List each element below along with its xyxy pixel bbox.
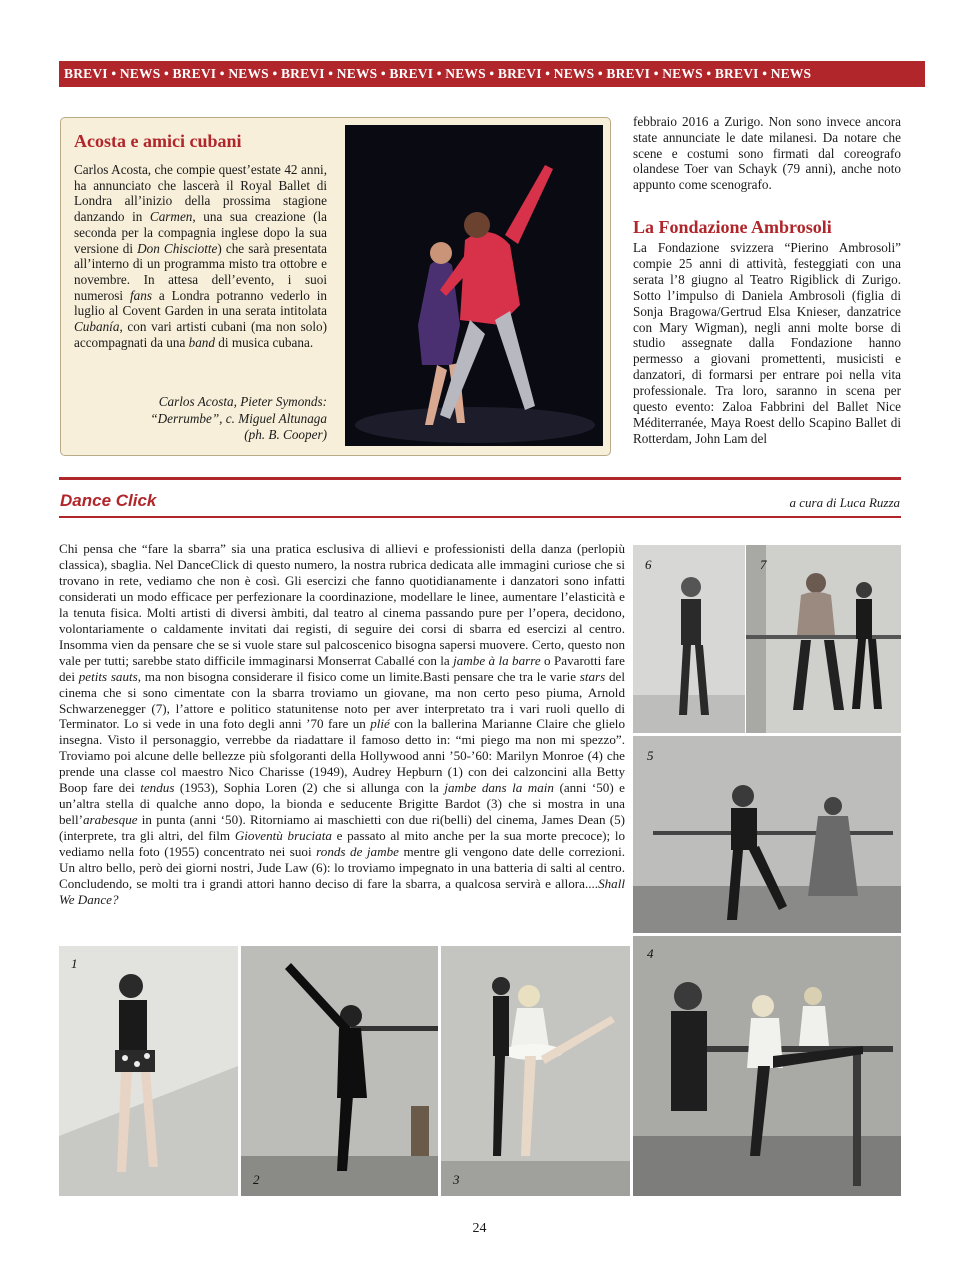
ambrosoli-title: La Fondazione Ambrosoli <box>633 217 832 237</box>
section-rule-top <box>59 477 901 480</box>
photo-jude-law <box>633 545 745 733</box>
acosta-body <box>74 162 327 350</box>
danceclick-body-text: Chi pensa che “fare la sbarra” sia una pratica esclusiva di allievi e professionisti della danza (perlopiù classica), sbaglia. Nel DanceClick di questo numero, la nostra rubrica dedicata alle immagini curiose che si trovano in rete, vediamo che non è così. Gli esercizi che fanno quotidianamente i danzatori sono infatti considerati un modo efficace per perfezionare la coordinazione, modellare le linee, aumentare l’elasticità e la tenuta fisica. Molti artisti di diversi àmbiti, dal teatro al cinema passando pure per l’opera, decidono, volontariamente o caldamente invitati dai registi, di seguire dei corsi di sbarra ed esercizi al centro. Insomma vien da pensare che se si vuole stare sul palcoscenico bisogna sapersi muovere. Certo, questo non vale per tutti; sarebbe stato difficile immaginarsi Monserrat Caballé con la jambe à la barre o Pavarotti fare dei petits sauts, ma non bisogna considerare il fisico come un limite.Basti pensare che tra le varie stars del cinema che si sono cimentate con la sbarra troviamo un giovane, ma non certo peso piuma, Arnold Schwarzenegger (7), l’attore e politico statunitense noto per aver interpretato tra i vari ruoli quello di Terminator. Lo si vede in una foto degli anni ’70 fare un plié con la ballerina Marianne Claire che glielo insegna. Visto il personaggio, verrebbe da riadattare il famoso detto in: “mi piego ma non mi spezzo”. Troviamo poi alcune delle bellezze più sfolgoranti della Hollywood anni ’50-’60: Marilyn Monroe (4) che prende una classe col maestro Nico Charisse (1949), Audrey Hepburn (1) con dei calzoncini alla Betty Boop fare dei tendus (1953), Sophia Loren (2) che si allunga con la jambe dans la main (anni ‘50) e un’altra stella di qualche anno dopo, la bionda e seducente Brigitte Bardot (3) che si mostra in una bell’arabesque in punta (anni ‘50). Ritorniamo ai maschietti con due ri(belli) del cinema, James Dean (5) (interprete, tra gli altri, del film Gioventù bruciata e passato al mito anche per la sua morte precoce); lo vediamo nella foto (1955) concentrato nei suoi ronds de jambe mentre gli vengono date delle correzioni. Un altro bello, però dei giorni nostri, Jude Law (6): lo troviamo impegnato in una batteria di salti al centro. Concludendo, se molti tra i grandi attori hanno deciso di fare la sbarra, a qualcosa servirà e allora....Shall We Dance? <box>59 541 626 907</box>
ambrosoli-body <box>633 240 901 447</box>
acosta-title: Acosta e amici cubani <box>74 131 242 151</box>
acosta-photo <box>345 125 603 446</box>
photo-james-dean <box>633 736 901 933</box>
danceclick-credit: a cura di Luca Ruzza <box>789 495 900 510</box>
photo-schwarzenegger <box>746 545 901 733</box>
danceclick-title: Dance Click <box>60 491 157 510</box>
photo-number: 5 <box>647 748 654 763</box>
photo-number: 7 <box>760 557 767 572</box>
caption-line: (ph. B. Cooper) <box>244 427 327 442</box>
news-banner <box>59 61 925 87</box>
continuation-paragraph: febbraio 2016 a Zurigo. Non sono invece ancora state annunciate le date milanesi. Da notare che scene e costumi sono firmati dal coreografo olandese Toer van Schayk (79 anni), anche noto appunto come scenografo. <box>633 114 901 193</box>
photo-marilyn-monroe <box>633 936 901 1196</box>
caption-line: Carlos Acosta, Pieter Symonds: <box>158 394 327 409</box>
ambrosoli-paragraph: La Fondazione svizzera “Pierino Ambrosoli” compie 25 anni di attività, festeggiati con una serata l’8 giugno al Teatro Rigiblick di Zurigo. Sotto l’impulso di Daniela Ambrosoli (figlia di Sonja Bragowa/Gertrud Elsa Knieser, danzatrice con Mary Wigman), negli anni molte borse di studio assegnate dalla Fondazione hanno permesso a giovani promettenti, musicisti e danzatori, di formarsi per entrare poi nella vita professionale. Tra loro, saranno in scena per questo evento: Zaloa Fabbrini del Ballet Nice Méditerranée, Maya Roest dello Scapino Ballet di Rotterdam, John Lam del <box>633 240 901 446</box>
photo-number: 2 <box>253 1172 260 1187</box>
photo-number: 6 <box>645 557 652 572</box>
right-column-text <box>633 114 901 193</box>
photo-number: 1 <box>71 956 78 971</box>
photo-brigitte-bardot <box>441 946 630 1196</box>
banner-text: BREVI • NEWS • BREVI • NEWS • BREVI • NEWS • BREVI • NEWS • BREVI • NEWS • BREVI • NEWS • BREVI • NEWS <box>64 66 812 81</box>
section-rule-bottom <box>59 516 901 518</box>
page-number: 24 <box>472 1221 487 1236</box>
acosta-body-text: Carlos Acosta, che compie quest’estate 42 anni, ha annunciato che lascerà il Royal Ballet di Londra all’inizio della prossima stagione danzando in Carmen, una sua creazione (la seconda per la compagnia inglese dopo la sua versione di Don Chisciotte) che sarà presentata all’interno di un programma misto tra ottobre e novembre. In attesa dell’evento, i suoi numerosi fans a Londra potranno vederlo in luglio al Covent Garden in una serata intitolata Cubanía, con vari artisti cubani (ma non solo) accompagnati da una band di musica cubana. <box>74 162 328 350</box>
photo-number: 3 <box>453 1172 460 1187</box>
caption-line: “Derrumbe”, c. Miguel Altunaga <box>150 410 327 426</box>
photo-number: 4 <box>647 946 654 961</box>
photo-audrey-hepburn <box>59 946 238 1196</box>
photo-sophia-loren <box>241 946 438 1196</box>
danceclick-article <box>59 541 625 908</box>
acosta-caption <box>120 394 327 444</box>
